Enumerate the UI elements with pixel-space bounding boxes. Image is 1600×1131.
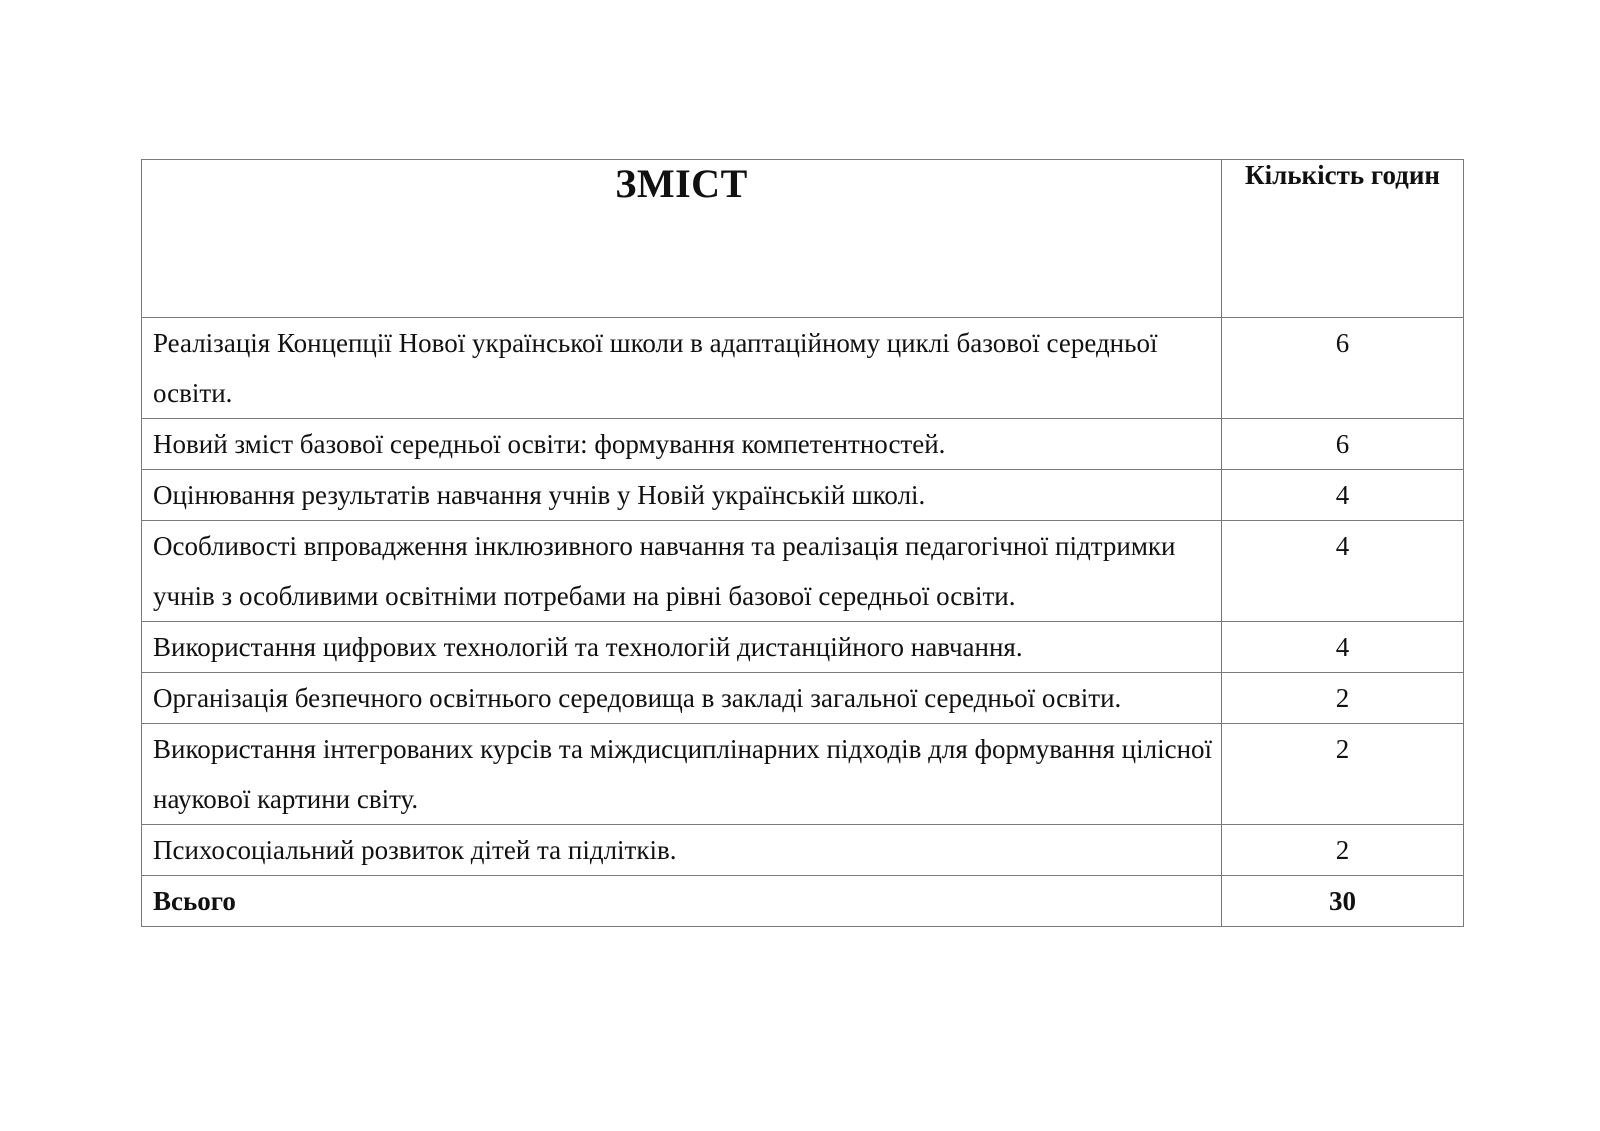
row-content: Особливості впровадження інклюзивного навчання та реалізація педагогічної підтримки учнів з особливими освітніми потребами на рівні базової середньої освіти. [142,521,1222,622]
hours-table [141,159,1464,927]
total-label: Всього [142,876,1222,927]
row-content: Використання цифрових технологій та технологій дистанційного навчання. [142,622,1222,673]
table-row [142,419,1464,470]
row-hours: 2 [1222,673,1464,724]
row-content: Організація безпечного освітнього середовища в закладі загальної середньої освіти. [142,673,1222,724]
table-header-row [142,160,1464,318]
row-hours: 6 [1222,318,1464,419]
table-row [142,318,1464,419]
table-row [142,622,1464,673]
table-row [142,673,1464,724]
header-content: ЗМІСТ [142,160,1222,318]
row-hours: 2 [1222,724,1464,825]
row-hours: 4 [1222,470,1464,521]
row-hours: 4 [1222,521,1464,622]
row-content: Новий зміст базової середньої освіти: формування компетентностей. [142,419,1222,470]
row-content: Використання інтегрованих курсів та міждисциплінарних підходів для формування цілісної наукової картини світу. [142,724,1222,825]
row-hours: 6 [1222,419,1464,470]
table-row [142,825,1464,876]
row-content: Оцінювання результатів навчання учнів у Новій українській школі. [142,470,1222,521]
table-total-row [142,876,1464,927]
table-row [142,521,1464,622]
row-content: Психосоціальний розвиток дітей та підлітків. [142,825,1222,876]
total-hours: 30 [1222,876,1464,927]
row-hours: 4 [1222,622,1464,673]
row-content: Реалізація Концепції Нової української школи в адаптаційному циклі базової середньої освіти. [142,318,1222,419]
table-row [142,724,1464,825]
header-hours: Кількість годин [1222,160,1464,318]
row-hours: 2 [1222,825,1464,876]
table-row [142,470,1464,521]
